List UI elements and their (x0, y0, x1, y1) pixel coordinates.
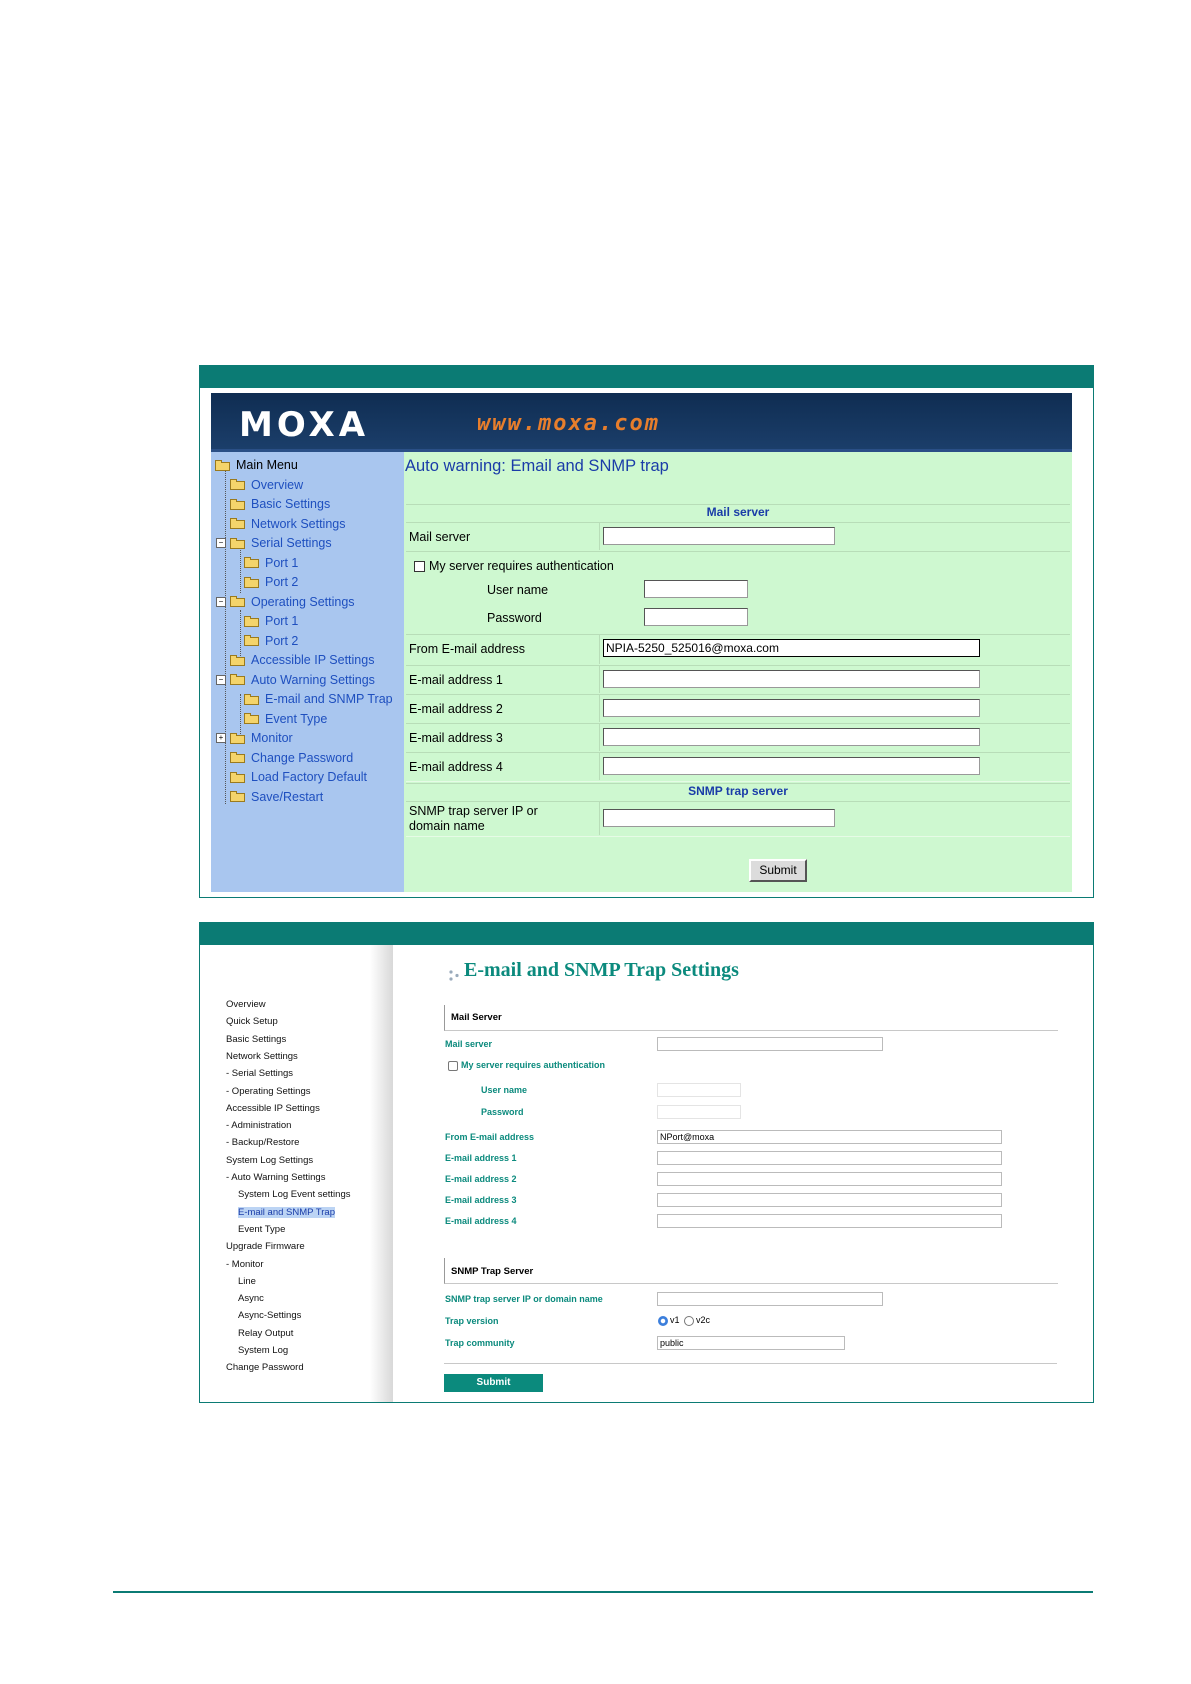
new-menu-item[interactable]: Event Type (238, 1223, 286, 1235)
old-menu-item[interactable] (215, 456, 298, 474)
username-input[interactable] (657, 1083, 741, 1097)
expand-icon[interactable]: + (216, 733, 226, 743)
frame-top-bar (200, 923, 1093, 945)
old-menu-item-label: Overview (251, 477, 304, 492)
email-address-label: E-mail address 1 (409, 673, 503, 687)
old-menu-item[interactable] (244, 710, 327, 728)
email-address-label: E-mail address 1 (445, 1153, 517, 1163)
section-title-text: SNMP trap server (688, 784, 788, 798)
trap-version-v1-radio[interactable] (658, 1316, 668, 1326)
password-input[interactable] (657, 1105, 741, 1119)
page-title: Auto warning: Email and SNMP trap (405, 457, 669, 475)
column-separator (599, 694, 600, 722)
new-menu-item[interactable]: - Backup/Restore (226, 1137, 300, 1149)
snmp-section (444, 1258, 1058, 1284)
email-address-label: E-mail address 3 (445, 1195, 517, 1205)
page-footer-rule (113, 1591, 1093, 1593)
snmp-label-line1: SNMP trap server IP or (409, 804, 538, 818)
old-menu-item-label: Basic Settings (251, 497, 331, 511)
new-menu-item[interactable]: Line (238, 1275, 256, 1287)
old-menu-item[interactable] (218, 593, 355, 611)
folder-icon (230, 791, 245, 802)
auth-label: My server requires authentication (461, 1060, 606, 1070)
folder-icon (230, 538, 245, 549)
email-address-input[interactable] (657, 1151, 1002, 1165)
old-menu-item-label: Operating Settings (251, 594, 355, 609)
old-menu-item[interactable] (244, 632, 298, 650)
email-address-label: E-mail address 4 (409, 760, 503, 774)
frame-top-bar (200, 366, 1093, 388)
old-menu-item[interactable] (218, 671, 375, 689)
new-menu-item[interactable]: Relay Output (238, 1327, 294, 1339)
new-menu-item[interactable]: Async-Settings (238, 1310, 302, 1322)
folder-icon (244, 713, 259, 724)
trap-version-label: Trap version (445, 1316, 499, 1326)
folder-icon (244, 616, 259, 627)
collapse-icon[interactable]: − (216, 538, 226, 548)
submit-button[interactable]: Submit (444, 1374, 543, 1392)
email-address-input[interactable] (657, 1172, 1002, 1186)
snmp-section-title: SNMP Trap Server (451, 1266, 534, 1277)
new-menu-item[interactable]: - Serial Settings (226, 1068, 294, 1080)
old-content-panel (404, 452, 1072, 892)
old-menu-item[interactable] (230, 476, 303, 494)
old-menu-item-label: Monitor (251, 731, 293, 745)
moxa-url: www.moxa.com (477, 411, 660, 436)
column-separator (599, 801, 600, 835)
old-menu-item-label: Load Factory Default (251, 770, 368, 784)
title-dots-icon (448, 970, 460, 982)
tree-guide-line (240, 610, 241, 656)
email-address-input[interactable] (657, 1214, 1002, 1228)
folder-icon (230, 499, 245, 510)
old-menu-item[interactable] (230, 651, 374, 669)
auth-checkbox[interactable] (448, 1061, 458, 1071)
from-email-input[interactable] (603, 639, 980, 657)
folder-icon (215, 460, 230, 471)
column-separator (599, 752, 600, 780)
folder-icon (230, 733, 245, 744)
password-label: Password (487, 611, 542, 625)
folder-icon (244, 635, 259, 646)
folder-icon (230, 674, 245, 685)
old-menu-item[interactable] (230, 768, 367, 786)
old-menu-item-label: Auto Warning Settings (251, 672, 375, 687)
new-menu-item[interactable]: - Monitor (226, 1258, 264, 1270)
mail-server-input[interactable] (603, 527, 835, 545)
old-menu-item-label: Port 2 (265, 575, 299, 589)
email-address-label: E-mail address 2 (445, 1174, 517, 1184)
folder-icon (230, 772, 245, 783)
username-label: User name (481, 1085, 528, 1095)
mail-server-label: Mail server (445, 1039, 493, 1049)
new-menu-item[interactable]: - Operating Settings (226, 1085, 311, 1097)
trap-version-v2c-radio[interactable] (684, 1316, 694, 1326)
old-menu-item[interactable] (230, 788, 323, 806)
from-email-label: From E-mail address (445, 1132, 535, 1142)
old-menu-item[interactable] (218, 534, 332, 552)
email-address-label: E-mail address 4 (445, 1216, 517, 1226)
folder-icon (230, 752, 245, 763)
snmp-section-title (406, 783, 1070, 802)
old-main-menu (211, 452, 404, 892)
folder-icon (244, 694, 259, 705)
old-menu-item-label: Port 2 (265, 633, 299, 648)
form-divider (444, 1363, 1057, 1364)
snmp-server-input[interactable] (603, 809, 835, 827)
snmp-server-label: SNMP trap server IP or domain name (445, 1294, 603, 1304)
old-menu-item[interactable] (244, 573, 298, 591)
new-menu-item[interactable]: - Auto Warning Settings (226, 1172, 326, 1183)
snmp-server-label (409, 804, 538, 834)
new-menu-item[interactable]: Overview (226, 999, 266, 1010)
auth-label: My server requires authentication (429, 559, 614, 573)
new-menu-item[interactable]: E-mail and SNMP Trap (238, 1206, 335, 1218)
moxa-logo: MOXA (239, 405, 370, 445)
new-menu-item[interactable]: Async (238, 1293, 264, 1305)
trap-version-v1-label: v1 (670, 1315, 680, 1325)
moxa-banner (211, 393, 1072, 452)
submit-button[interactable]: Submit (749, 859, 807, 882)
column-separator (599, 665, 600, 693)
auth-checkbox[interactable] (414, 561, 425, 572)
username-label: User name (487, 583, 549, 597)
new-menu-item[interactable]: Upgrade Firmware (226, 1241, 305, 1253)
old-menu-item[interactable] (230, 515, 345, 533)
old-menu-item[interactable] (218, 729, 293, 747)
folder-icon (244, 557, 259, 568)
new-menu-item[interactable]: System Log (238, 1345, 289, 1356)
old-menu-item-label: E-mail and SNMP Trap (265, 692, 393, 706)
new-menu-item[interactable]: System Log Settings (226, 1154, 314, 1166)
column-separator (599, 522, 600, 550)
email-address-input[interactable] (603, 757, 980, 775)
old-menu-item[interactable] (244, 690, 393, 708)
password-label: Password (481, 1107, 524, 1117)
new-menu-item[interactable]: Network Settings (226, 1050, 298, 1062)
old-menu-item[interactable] (244, 554, 298, 572)
column-separator (599, 634, 600, 664)
old-menu-item-label: Event Type (265, 711, 328, 726)
new-menu-item[interactable]: Basic Settings (226, 1033, 287, 1045)
folder-icon (244, 577, 259, 588)
from-email-input[interactable] (657, 1130, 1002, 1144)
old-menu-item-label: Serial Settings (251, 536, 332, 550)
mail-server-label: Mail server (409, 530, 471, 544)
snmp-server-input[interactable] (657, 1292, 883, 1306)
folder-icon (230, 655, 245, 666)
mail-server-section-title (406, 504, 1070, 523)
old-menu-item-label: Accessible IP Settings (251, 653, 375, 667)
old-menu-item[interactable] (230, 749, 353, 767)
mail-server-section-title: Mail Server (451, 1012, 502, 1023)
email-address-label: E-mail address 3 (409, 731, 503, 745)
trap-community-input[interactable] (657, 1336, 845, 1350)
trap-community-label: Trap community (445, 1338, 515, 1348)
folder-icon (230, 518, 245, 529)
new-menu-item[interactable]: Quick Setup (226, 1016, 278, 1028)
old-menu-item-label: Port 1 (265, 555, 299, 570)
old-menu-item-label: Save/Restart (251, 789, 324, 804)
snmp-label-line2: domain name (409, 819, 485, 833)
page-title: E-mail and SNMP Trap Settings (464, 959, 739, 981)
screenshot-old-ui (199, 365, 1094, 898)
old-menu-item[interactable] (244, 612, 298, 630)
old-menu-item-label: Change Password (251, 750, 354, 765)
old-menu-item-label: Main Menu (236, 458, 298, 472)
tree-guide-line (240, 547, 241, 593)
old-menu-item-label: Port 1 (265, 614, 299, 628)
folder-icon (230, 596, 245, 607)
email-address-input[interactable] (603, 699, 980, 717)
collapse-icon[interactable]: − (216, 675, 226, 685)
old-menu-item-label: Network Settings (251, 516, 346, 531)
column-separator (599, 723, 600, 751)
tree-guide-line (225, 468, 226, 804)
new-menu-item[interactable]: Accessible IP Settings (226, 1102, 320, 1114)
password-input[interactable] (644, 608, 748, 626)
new-menu-item[interactable]: Change Password (226, 1362, 304, 1374)
old-menu-item[interactable] (230, 495, 330, 513)
from-email-label: From E-mail address (409, 642, 525, 656)
username-input[interactable] (644, 580, 748, 598)
new-menu-item[interactable]: System Log Event settings (238, 1189, 351, 1201)
section-title-text: Mail server (706, 505, 770, 519)
email-address-input[interactable] (603, 670, 980, 688)
screenshot-new-ui (199, 922, 1094, 1403)
mail-server-section (444, 1005, 1058, 1031)
trap-version-v2c-label: v2c (696, 1315, 711, 1325)
email-address-label: E-mail address 2 (409, 702, 503, 716)
email-address-input[interactable] (603, 728, 980, 746)
collapse-icon[interactable]: − (216, 597, 226, 607)
email-address-input[interactable] (657, 1193, 1002, 1207)
new-menu-item[interactable]: - Administration (226, 1120, 292, 1132)
folder-icon (230, 479, 245, 490)
new-main-menu (200, 945, 393, 1402)
mail-server-input[interactable] (657, 1037, 883, 1051)
